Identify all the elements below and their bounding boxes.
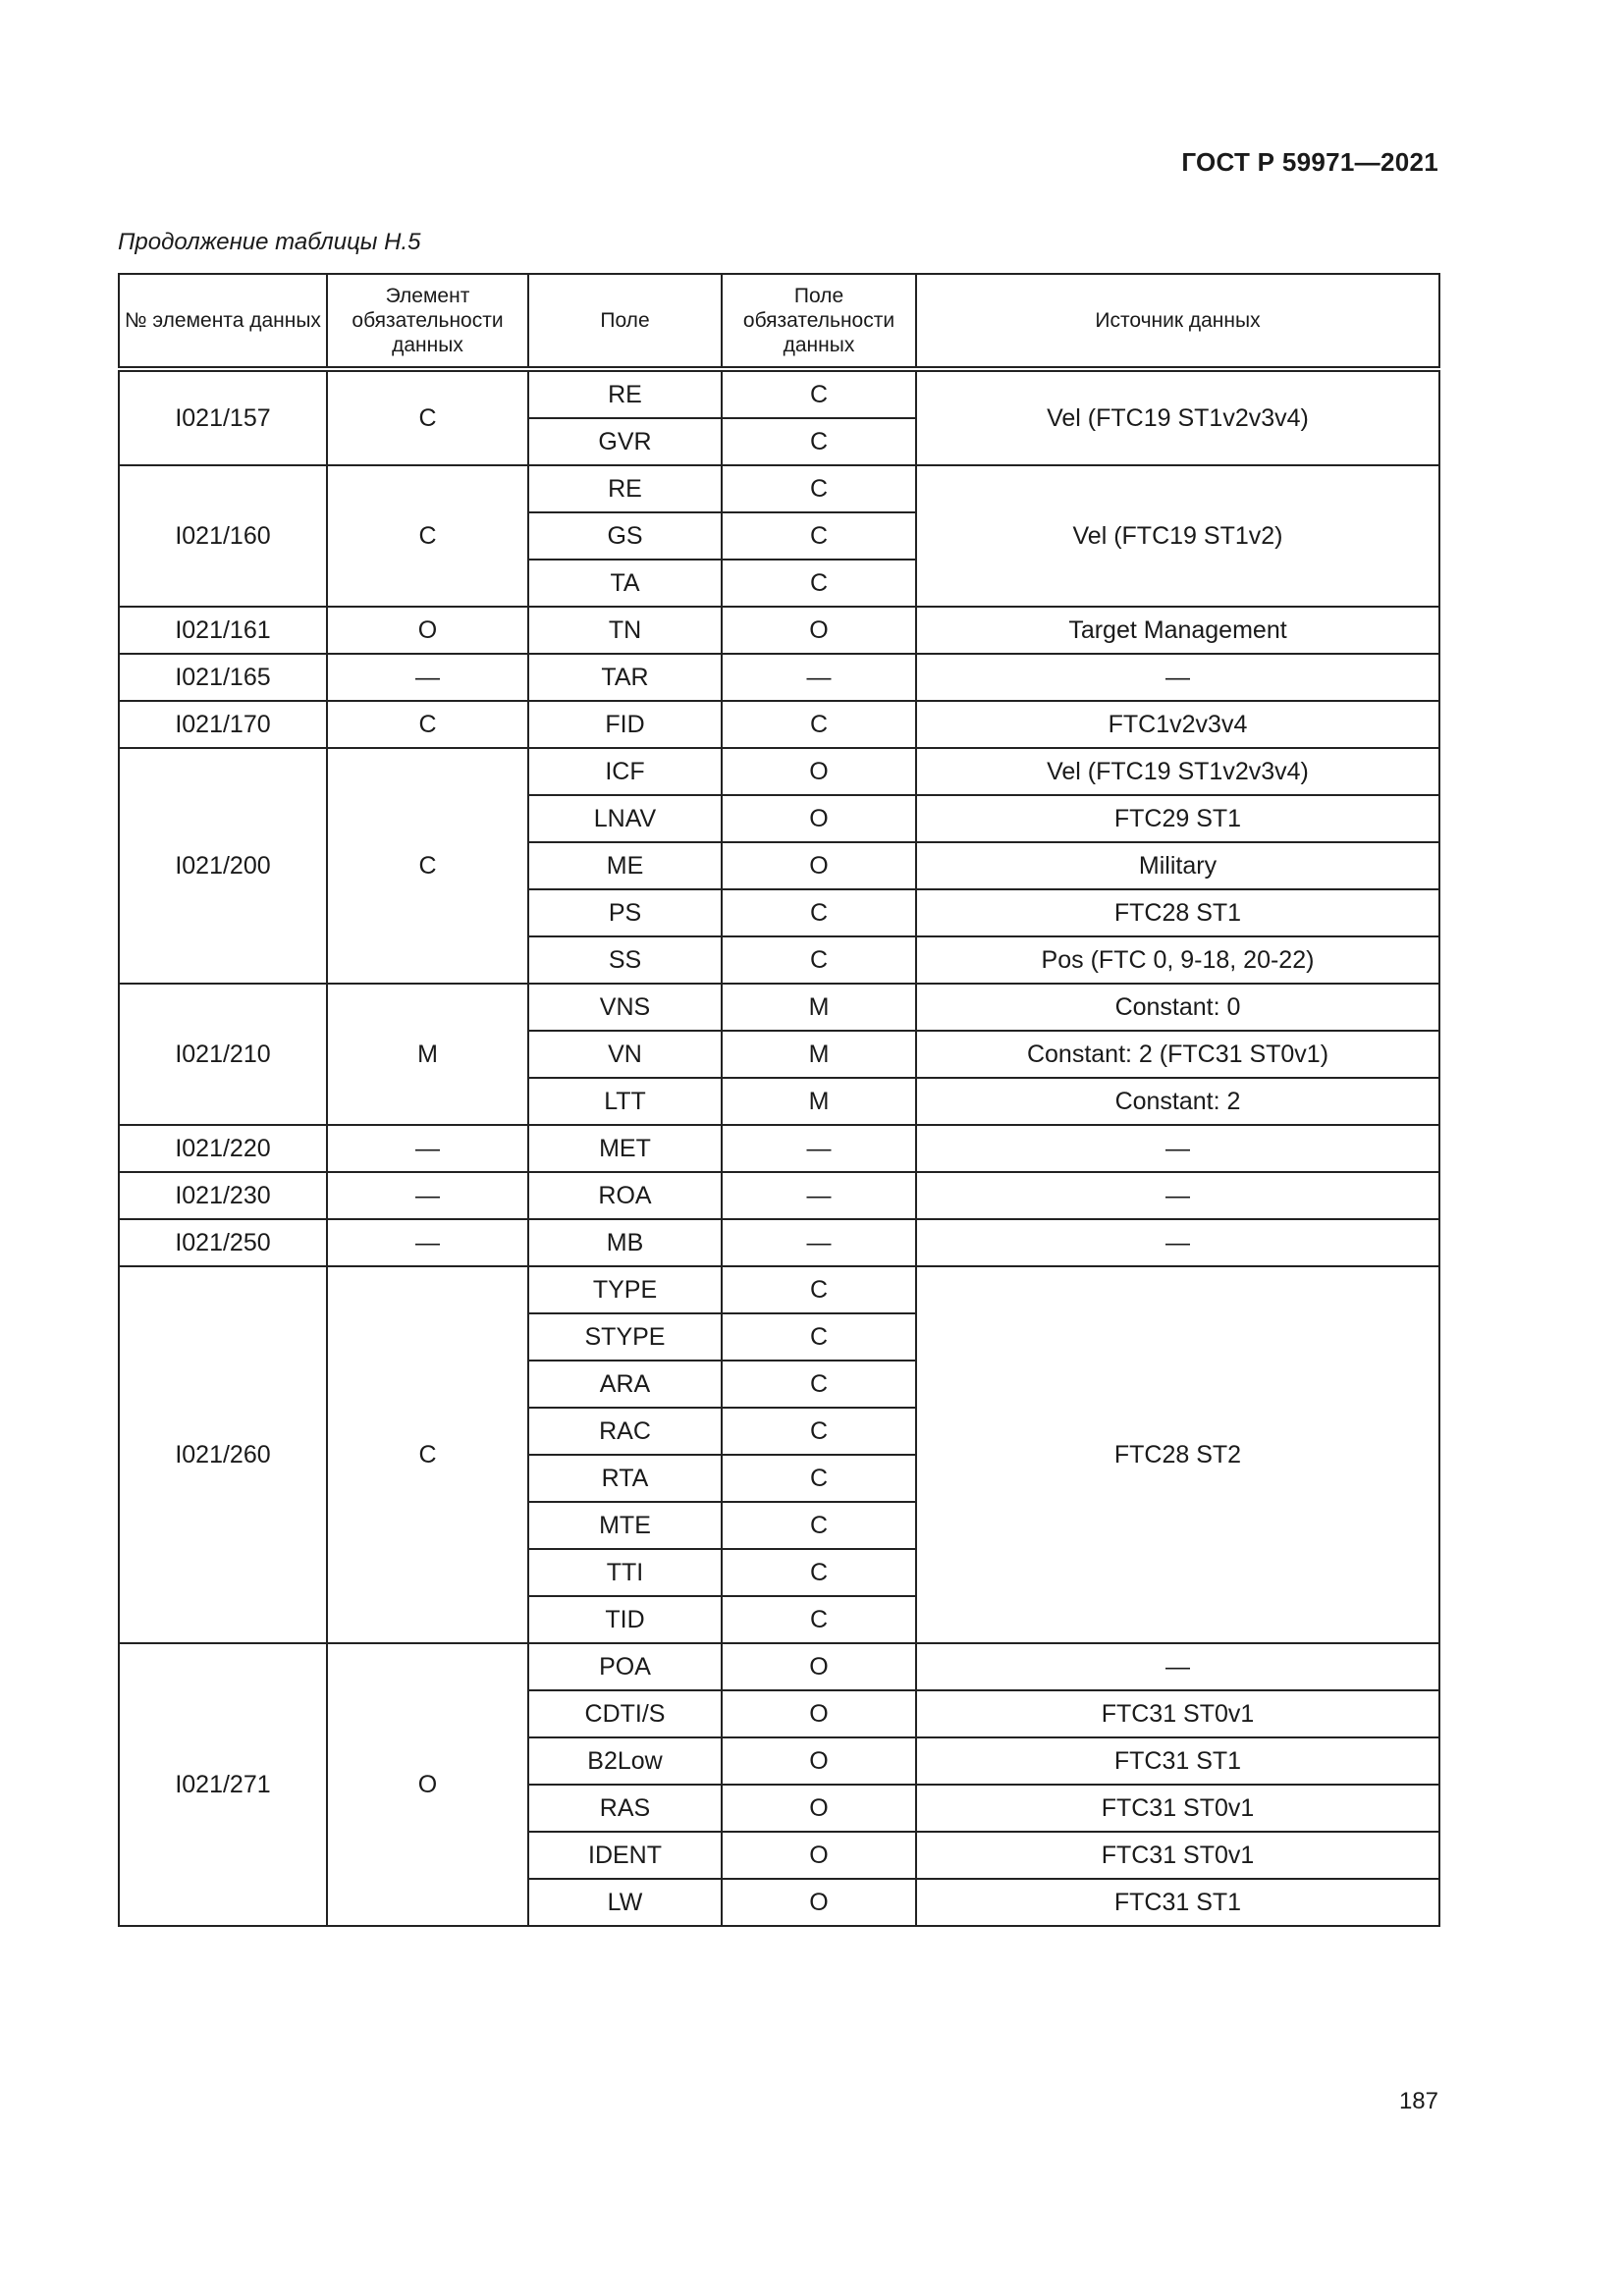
- table-row: [119, 654, 1439, 701]
- field-cell: TAR: [528, 654, 722, 701]
- element-requirement-cell: C: [327, 748, 528, 984]
- field-requirement-cell: M: [722, 1031, 916, 1078]
- field-cell: RE: [528, 369, 722, 418]
- field-requirement-cell: C: [722, 1408, 916, 1455]
- data-source-cell: FTC31 ST1: [916, 1879, 1439, 1926]
- element-requirement-cell: O: [327, 607, 528, 654]
- item-number-cell: I021/260: [119, 1266, 327, 1643]
- item-number-cell: I021/165: [119, 654, 327, 701]
- field-requirement-cell: C: [722, 560, 916, 607]
- field-requirement-cell: O: [722, 748, 916, 795]
- field-requirement-cell: O: [722, 1690, 916, 1737]
- field-requirement-cell: O: [722, 1832, 916, 1879]
- data-source-cell: —: [916, 1643, 1439, 1690]
- item-number-cell: I021/160: [119, 465, 327, 607]
- field-requirement-cell: O: [722, 1643, 916, 1690]
- field-requirement-cell: C: [722, 936, 916, 984]
- field-cell: RAC: [528, 1408, 722, 1455]
- field-cell: TN: [528, 607, 722, 654]
- field-requirement-cell: O: [722, 607, 916, 654]
- data-source-cell: Vel (FTC19 ST1v2): [916, 465, 1439, 607]
- data-source-cell: Constant: 2: [916, 1078, 1439, 1125]
- field-requirement-cell: —: [722, 654, 916, 701]
- data-source-cell: Vel (FTC19 ST1v2v3v4): [916, 748, 1439, 795]
- table-row: [119, 1172, 1439, 1219]
- data-source-cell: FTC31 ST1: [916, 1737, 1439, 1785]
- field-cell: ROA: [528, 1172, 722, 1219]
- field-cell: VNS: [528, 984, 722, 1031]
- field-cell: ICF: [528, 748, 722, 795]
- field-requirement-cell: C: [722, 418, 916, 465]
- field-cell: SS: [528, 936, 722, 984]
- data-source-cell: FTC31 ST0v1: [916, 1832, 1439, 1879]
- field-requirement-cell: —: [722, 1219, 916, 1266]
- field-cell: PS: [528, 889, 722, 936]
- field-requirement-cell: C: [722, 1313, 916, 1361]
- item-number-cell: I021/200: [119, 748, 327, 984]
- item-number-cell: I021/210: [119, 984, 327, 1125]
- table-row: [119, 1219, 1439, 1266]
- data-source-cell: Constant: 2 (FTC31 ST0v1): [916, 1031, 1439, 1078]
- field-requirement-cell: C: [722, 701, 916, 748]
- field-cell: TYPE: [528, 1266, 722, 1313]
- field-requirement-cell: C: [722, 889, 916, 936]
- element-requirement-cell: M: [327, 984, 528, 1125]
- data-source-cell: FTC28 ST2: [916, 1266, 1439, 1643]
- item-number-cell: I021/220: [119, 1125, 327, 1172]
- data-source-cell: Vel (FTC19 ST1v2v3v4): [916, 369, 1439, 465]
- data-source-cell: FTC29 ST1: [916, 795, 1439, 842]
- header-item-number: № элемента данных: [119, 274, 327, 369]
- table-body: [119, 369, 1439, 1926]
- data-source-cell: FTC28 ST1: [916, 889, 1439, 936]
- data-source-cell: —: [916, 1125, 1439, 1172]
- header-data-source: Источник данных: [916, 274, 1439, 369]
- field-cell: LW: [528, 1879, 722, 1926]
- field-cell: RE: [528, 465, 722, 512]
- data-source-cell: —: [916, 654, 1439, 701]
- data-source-cell: —: [916, 1219, 1439, 1266]
- table-row: [119, 701, 1439, 748]
- item-number-cell: I021/170: [119, 701, 327, 748]
- field-cell: GS: [528, 512, 722, 560]
- field-requirement-cell: C: [722, 1455, 916, 1502]
- item-number-cell: I021/230: [119, 1172, 327, 1219]
- header-field-requirement: Поле обязательности данных: [722, 274, 916, 369]
- data-source-cell: FTC1v2v3v4: [916, 701, 1439, 748]
- field-cell: CDTI/S: [528, 1690, 722, 1737]
- data-source-cell: —: [916, 1172, 1439, 1219]
- field-cell: MTE: [528, 1502, 722, 1549]
- table-row: [119, 1643, 1439, 1690]
- field-cell: ARA: [528, 1361, 722, 1408]
- item-number-cell: I021/250: [119, 1219, 327, 1266]
- data-source-cell: FTC31 ST0v1: [916, 1690, 1439, 1737]
- data-source-cell: Target Management: [916, 607, 1439, 654]
- table-header-row: [119, 274, 1439, 369]
- field-requirement-cell: —: [722, 1125, 916, 1172]
- table-row: [119, 369, 1439, 418]
- data-source-cell: FTC31 ST0v1: [916, 1785, 1439, 1832]
- element-requirement-cell: —: [327, 1219, 528, 1266]
- field-cell: ME: [528, 842, 722, 889]
- element-requirement-cell: —: [327, 654, 528, 701]
- field-cell: GVR: [528, 418, 722, 465]
- header-field: Поле: [528, 274, 722, 369]
- field-cell: POA: [528, 1643, 722, 1690]
- element-requirement-cell: —: [327, 1172, 528, 1219]
- field-requirement-cell: C: [722, 1549, 916, 1596]
- field-cell: MET: [528, 1125, 722, 1172]
- field-cell: MB: [528, 1219, 722, 1266]
- field-cell: TA: [528, 560, 722, 607]
- field-requirement-cell: C: [722, 1502, 916, 1549]
- element-requirement-cell: C: [327, 701, 528, 748]
- data-source-cell: Military: [916, 842, 1439, 889]
- page-number: 187: [1398, 2088, 1438, 2114]
- field-cell: IDENT: [528, 1832, 722, 1879]
- field-requirement-cell: O: [722, 795, 916, 842]
- field-requirement-cell: O: [722, 842, 916, 889]
- element-requirement-cell: C: [327, 465, 528, 607]
- table-row: [119, 984, 1439, 1031]
- document-standard-title: ГОСТ Р 59971—2021: [1181, 147, 1438, 177]
- item-number-cell: I021/161: [119, 607, 327, 654]
- element-requirement-cell: C: [327, 369, 528, 465]
- field-cell: RAS: [528, 1785, 722, 1832]
- item-number-cell: I021/157: [119, 369, 327, 465]
- field-requirement-cell: C: [722, 465, 916, 512]
- field-cell: B2Low: [528, 1737, 722, 1785]
- table-row: [119, 607, 1439, 654]
- table-row: [119, 465, 1439, 512]
- field-requirement-cell: M: [722, 1078, 916, 1125]
- field-cell: RTA: [528, 1455, 722, 1502]
- field-cell: TTI: [528, 1549, 722, 1596]
- item-number-cell: I021/271: [119, 1643, 327, 1926]
- table-row: [119, 1125, 1439, 1172]
- field-cell: TID: [528, 1596, 722, 1643]
- element-requirement-cell: C: [327, 1266, 528, 1643]
- data-source-cell: Constant: 0: [916, 984, 1439, 1031]
- field-cell: FID: [528, 701, 722, 748]
- field-requirement-cell: C: [722, 1361, 916, 1408]
- field-requirement-cell: O: [722, 1879, 916, 1926]
- field-cell: LNAV: [528, 795, 722, 842]
- field-cell: STYPE: [528, 1313, 722, 1361]
- field-cell: VN: [528, 1031, 722, 1078]
- field-requirement-cell: C: [722, 1596, 916, 1643]
- field-requirement-cell: C: [722, 512, 916, 560]
- field-requirement-cell: M: [722, 984, 916, 1031]
- field-requirement-cell: O: [722, 1737, 916, 1785]
- field-cell: LTT: [528, 1078, 722, 1125]
- field-requirement-cell: —: [722, 1172, 916, 1219]
- field-requirement-cell: O: [722, 1785, 916, 1832]
- field-requirement-cell: C: [722, 369, 916, 418]
- data-source-cell: Pos (FTC 0, 9-18, 20-22): [916, 936, 1439, 984]
- header-element-requirement: Элемент обязательности данных: [327, 274, 528, 369]
- data-table: [118, 273, 1440, 1927]
- table-row: [119, 748, 1439, 795]
- table-row: [119, 1266, 1439, 1313]
- table-caption: Продолжение таблицы Н.5: [118, 229, 421, 255]
- field-requirement-cell: C: [722, 1266, 916, 1313]
- element-requirement-cell: —: [327, 1125, 528, 1172]
- element-requirement-cell: O: [327, 1643, 528, 1926]
